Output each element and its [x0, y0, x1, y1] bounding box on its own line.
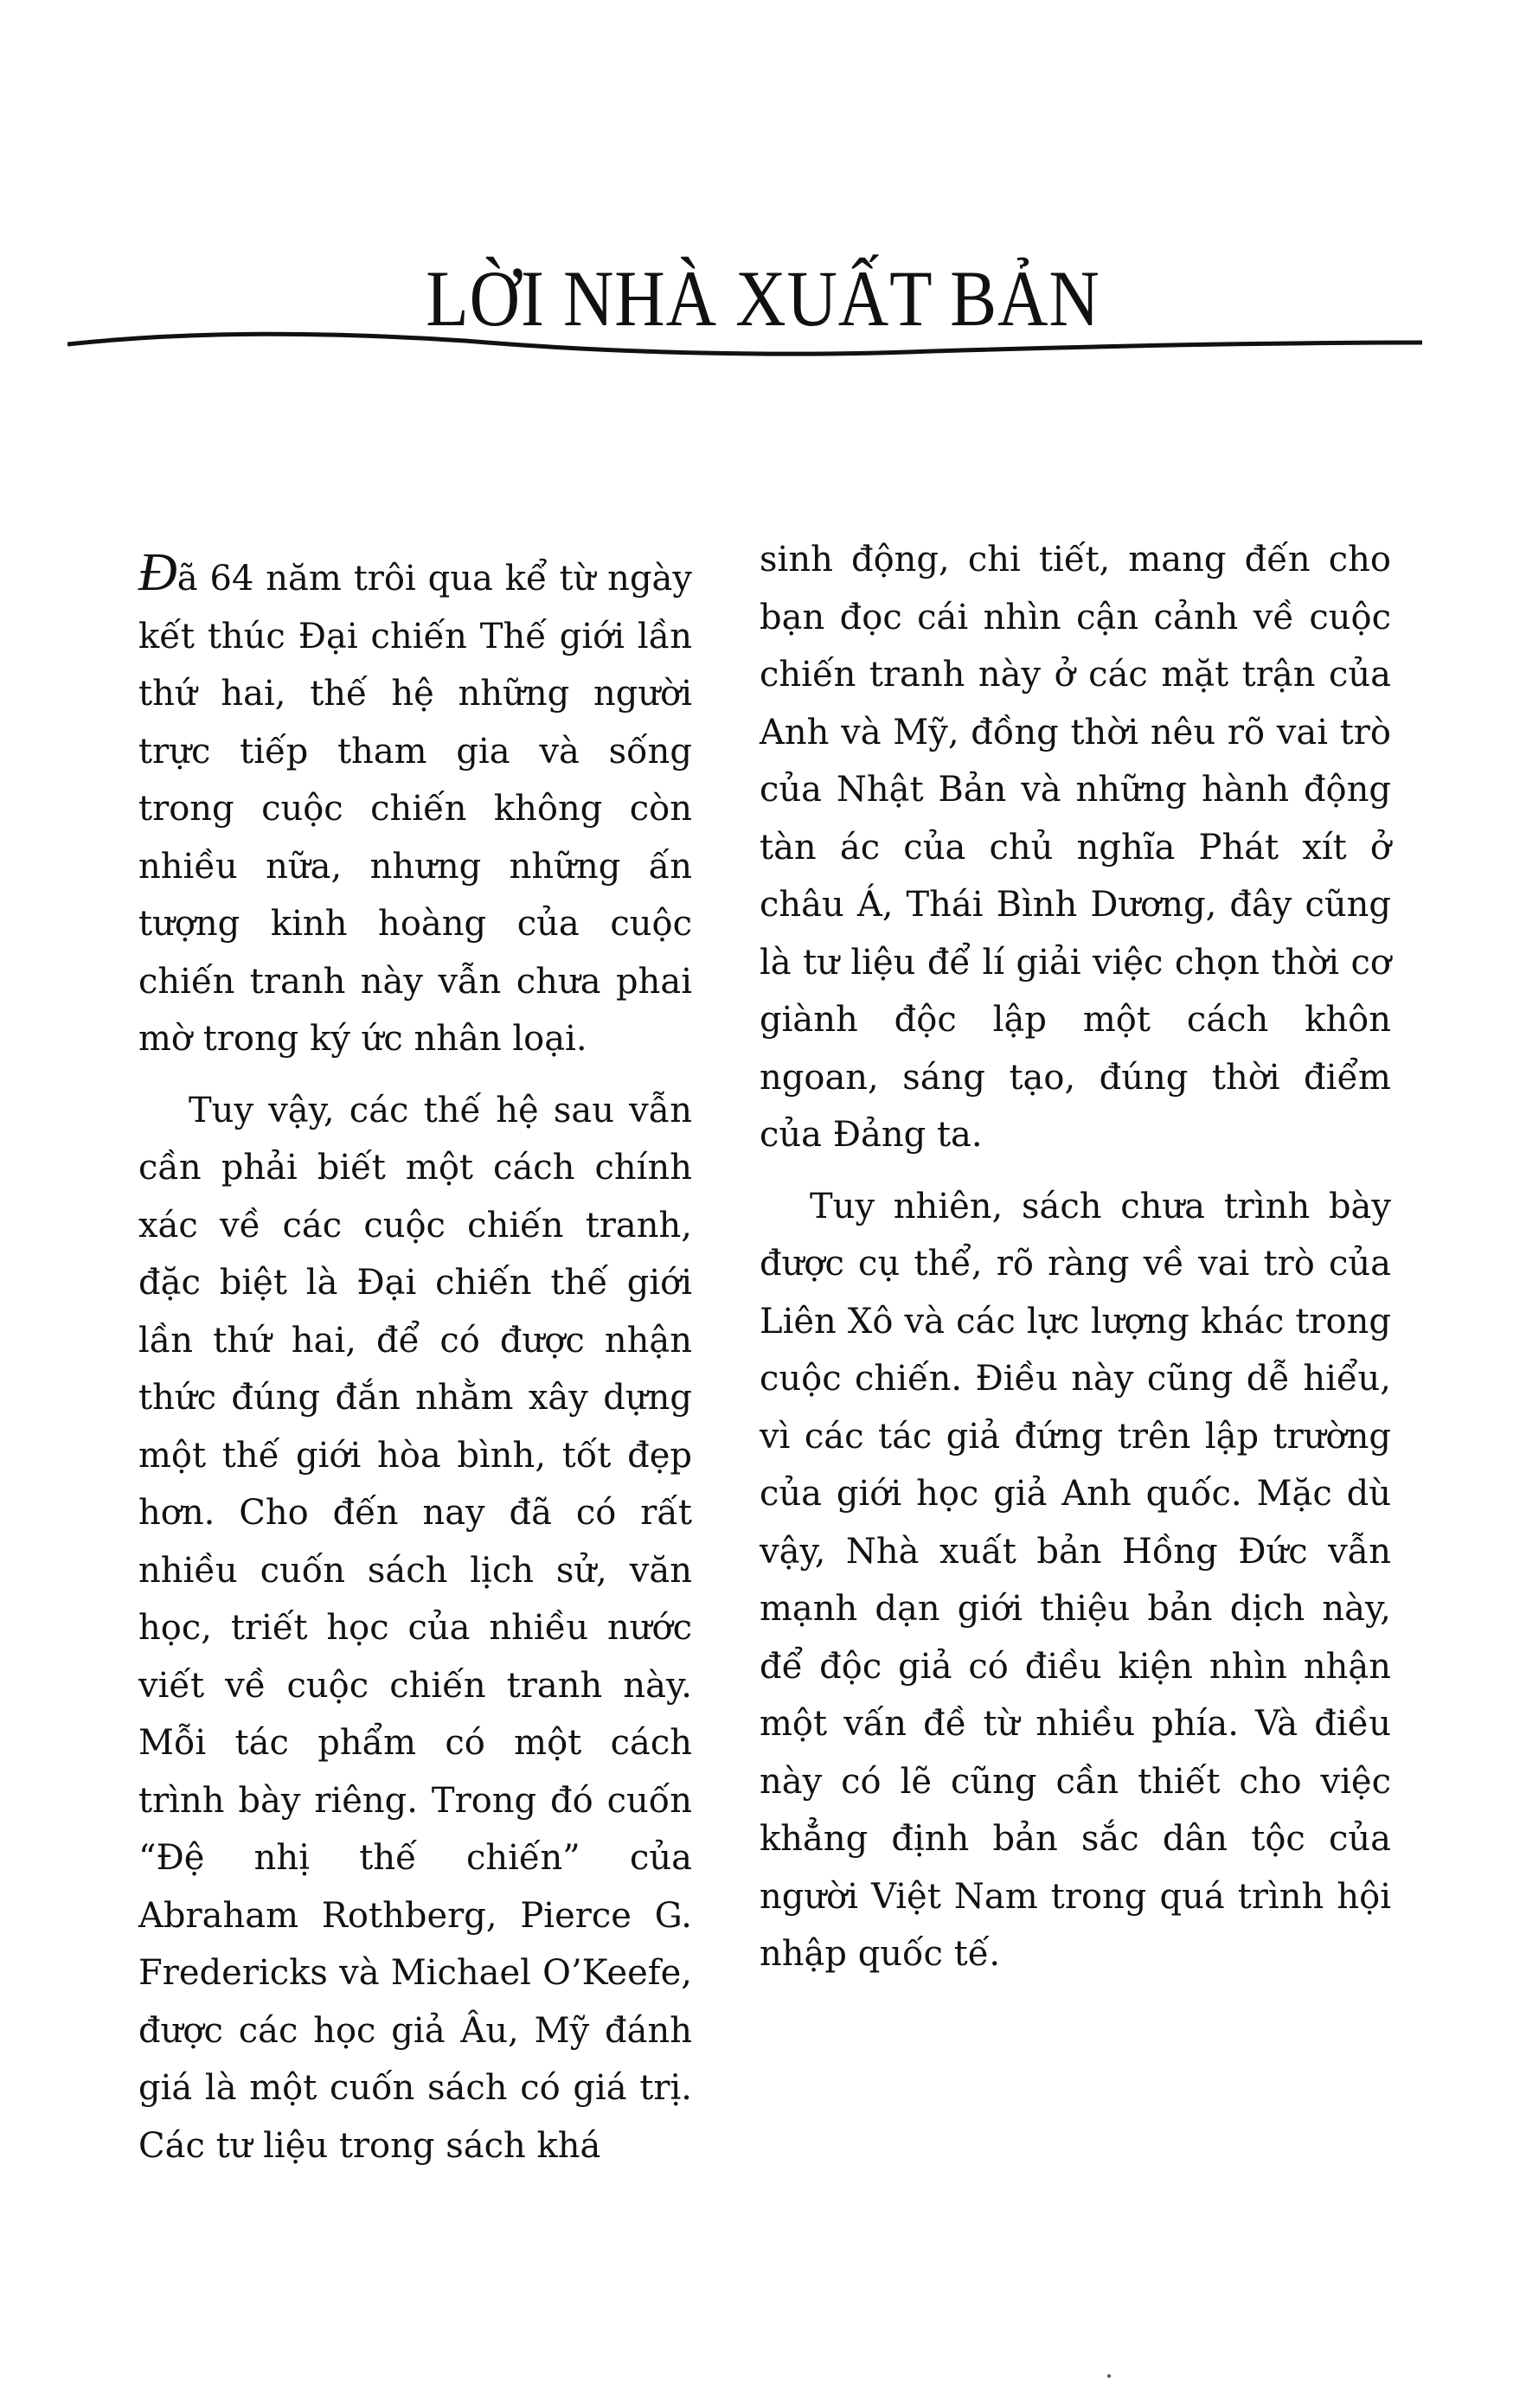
paragraph: Đã 64 năm trôi qua kể từ ngày kết thúc Đại chiến Thế giới lần thứ hai, thế hệ những người trực tiếp tham gia và sống trong cuộc chiến không còn nhiều nữa, nhưng những ấn tượng kinh hoàng của cuộc chiến tranh này vẫn chưa phai mờ trong ký ức nhân loại.	[138, 543, 692, 1059]
title-divider	[67, 329, 1422, 363]
paragraph: Tuy vậy, các thế hệ sau vẫn cần phải biết một cách chính xác về các cuộc chiến tranh, đặc biệt là Đại chiến thế giới lần thứ hai, để có được nhận thức đúng đắn nhằm xây dựng một thế giới hòa bình, tốt đẹp hơn. Cho đến nay đã có rất nhiều cuốn sách lịch sử, văn học, triết học của nhiều nước viết về cuộc chiến tranh này. Mỗi tác phẩm có một cách trình bày riêng. Trong đó cuốn “Đệ nhị thế chiến” của Abraham Rothberg, Pierce G. Fredericks và Michael O’Keefe, được các học giả Âu, Mỹ đánh giá là một cuốn sách có giá trị. Các tư liệu trong sách khá	[138, 1090, 692, 2166]
paragraph: Tuy nhiên, sách chưa trình bày được cụ thể, rõ ràng về vai trò của Liên Xô và các lực lượng khác trong cuộc chiến. Điều này cũng dễ hiểu, vì các tác giả đứng trên lập trường của giới học giả Anh quốc. Mặc dù vậy, Nhà xuất bản Hồng Đức vẫn mạnh dạn giới thiệu bản dịch này, để độc giả có điều kiện nhìn nhận một vấn đề từ nhiều phía. Và điều này có lẽ cũng cần thiết cho việc khẳng định bản sắc dân tộc của người Việt Nam trong quá trình hội nhập quốc tế.	[760, 1186, 1391, 1974]
paragraph: sinh động, chi tiết, mang đến cho bạn đọc cái nhìn cận cảnh về cuộc chiến tranh này ở các mặt trận của Anh và Mỹ, đồng thời nêu rõ vai trò của Nhật Bản và những hành động tàn ác của chủ nghĩa Phát xít ở châu Á, Thái Bình Dương, đây cũng là tư liệu để lí giải việc chọn thời cơ giành độc lập một cách khôn ngoan, sáng tạo, đúng thời điểm của Đảng ta.	[760, 540, 1391, 1155]
page-title: LỜI NHÀ XUẤT BẢN	[426, 254, 1100, 343]
drop-cap: Đ	[138, 543, 177, 602]
right-column	[760, 531, 1391, 1997]
left-column	[138, 543, 692, 2188]
print-speck	[1107, 2374, 1111, 2378]
